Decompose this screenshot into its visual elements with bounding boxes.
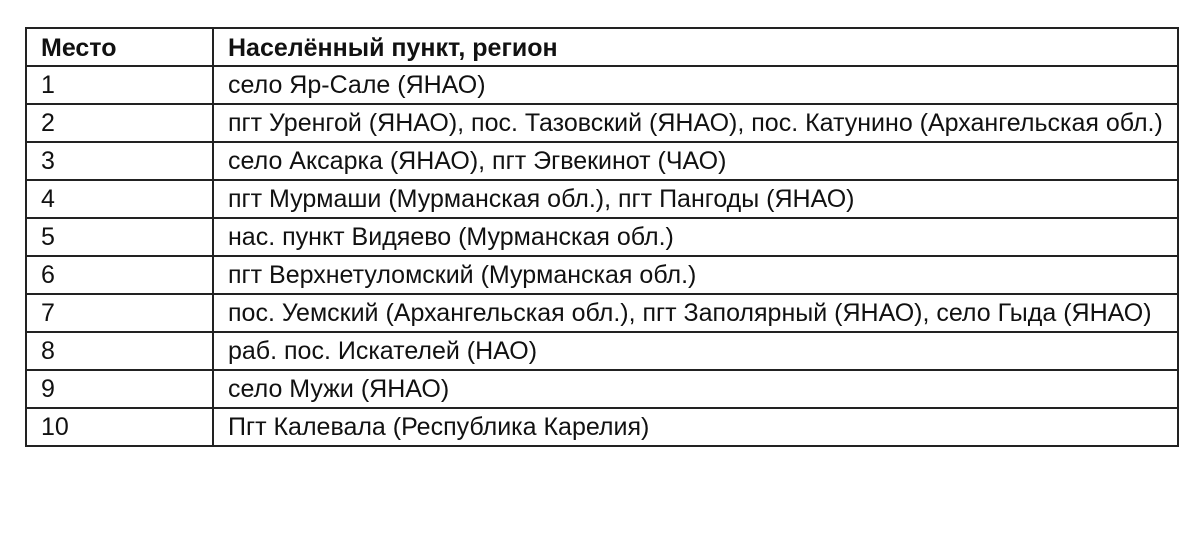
- table-row: [26, 332, 1178, 370]
- settlement-cell: пгт Уренгой (ЯНАО), пос. Тазовский (ЯНАО), пос. Катунино (Архангельская обл.): [213, 104, 1178, 142]
- place-cell: 3: [26, 142, 213, 180]
- settlement-cell: пгт Верхнетуломский (Мурманская обл.): [213, 256, 1178, 294]
- place-cell: 8: [26, 332, 213, 370]
- settlement-cell: пгт Мурмаши (Мурманская обл.), пгт Пангоды (ЯНАО): [213, 180, 1178, 218]
- table-row: [26, 142, 1178, 180]
- table-row: [26, 66, 1178, 104]
- column-header-settlement: Населённый пункт, регион: [213, 28, 1178, 66]
- place-cell: 2: [26, 104, 213, 142]
- place-cell: 1: [26, 66, 213, 104]
- table-row: [26, 256, 1178, 294]
- settlement-cell: село Аксарка (ЯНАО), пгт Эгвекинот (ЧАО): [213, 142, 1178, 180]
- table-row: [26, 104, 1178, 142]
- place-cell: 9: [26, 370, 213, 408]
- table-row: [26, 218, 1178, 256]
- place-cell: 4: [26, 180, 213, 218]
- place-cell: 5: [26, 218, 213, 256]
- settlement-cell: село Яр-Сале (ЯНАО): [213, 66, 1178, 104]
- settlement-cell: Пгт Калевала (Республика Карелия): [213, 408, 1178, 446]
- table-row: [26, 408, 1178, 446]
- ranking-table: [25, 27, 1179, 447]
- settlement-cell: село Мужи (ЯНАО): [213, 370, 1178, 408]
- table-row: [26, 180, 1178, 218]
- table-row: [26, 370, 1178, 408]
- place-cell: 10: [26, 408, 213, 446]
- ranking-table-container: [25, 27, 1177, 447]
- column-header-place: Место: [26, 28, 213, 66]
- settlement-cell: раб. пос. Искателей (НАО): [213, 332, 1178, 370]
- table-row: [26, 294, 1178, 332]
- settlement-cell: пос. Уемский (Архангельская обл.), пгт Заполярный (ЯНАО), село Гыда (ЯНАО): [213, 294, 1178, 332]
- place-cell: 7: [26, 294, 213, 332]
- settlement-cell: нас. пункт Видяево (Мурманская обл.): [213, 218, 1178, 256]
- table-header-row: [26, 28, 1178, 66]
- place-cell: 6: [26, 256, 213, 294]
